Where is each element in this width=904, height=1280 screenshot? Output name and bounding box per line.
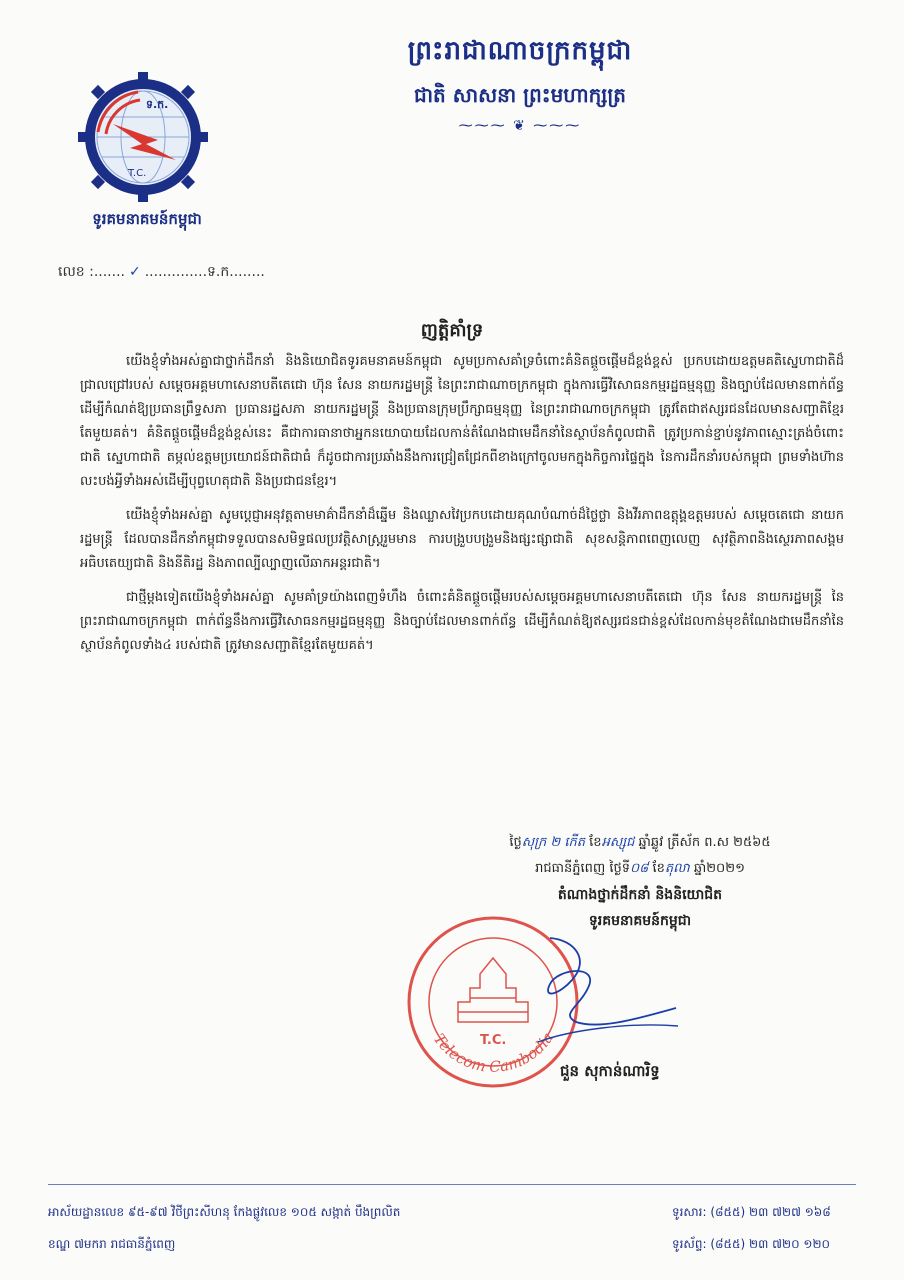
solar-date-prefix: រាជធានីភ្នំពេញ ថ្ងៃទី	[535, 861, 630, 876]
footer-contact	[672, 1196, 831, 1260]
org-name: ទូរគមនាគមន៍កម្ពុជា	[92, 210, 202, 228]
office-line-2: ទូរគមនាគមន៍កម្ពុជា	[588, 913, 692, 929]
solar-month-prefix: ខែ	[652, 861, 665, 876]
paragraph-2: យើងខ្ញុំទាំងអស់គ្នា សូមប្តេជ្ញាអនុវត្តតាមមាគ៌ាដឹកនាំដ៏ឆ្នើម និងឈ្លាសវៃប្រកបដោយគុណបំណាច់ដ៏ថ្លៃថ្លា និងវីរភាពឧត្តុង្គឧត្តមរបស់ សម្តេចតេជោ នាយករដ្ឋមន្ត្រី ដែលបានដឹកនាំកម្ពុជាទទួលបានសមិទ្ធផលប្រវត្តិសាស្ត្ររួមមាន ការបង្រួបបង្រួមនិងផ្សះផ្សាជាតិ សុខសន្តិភាពពេញលេញ សុវត្ថិភាពនិងស្ថេរភាពសង្គម អធិបតេយ្យជាតិ និងនីតិរដ្ឋ និងភាពល្បីល្បាញលើឆាកអន្តរជាតិ។	[80, 508, 844, 571]
letter-body	[80, 350, 844, 668]
ref-suffix: ..............ទ.ក........	[144, 264, 265, 280]
lunar-date-handwritten: សុក្រ ២ កើត	[521, 835, 586, 850]
paragraph-3: ជាថ្មីម្តងទៀតយើងខ្ញុំទាំងអស់គ្នា សូមគាំទ្រយ៉ាងពេញទំហឹង ចំពោះគំនិតផ្តួចផ្តើមរបស់សម្តេចអគ្គមហាសេនាបតីតេជោ ហ៊ុន សែន នាយករដ្ឋមន្ត្រី នៃព្រះរាជាណាចក្រកម្ពុជា ពាក់ព័ន្ធនឹងការធ្វើវិសោធនកម្មរដ្ឋធម្មនុញ្ញ និងច្បាប់ដែលមានពាក់ព័ន្ធ ដើម្បីកំណត់ឱ្យឥស្សរជនជាន់ខ្ពស់ដែលកាន់មុខតំណែងជាមេដឹកនាំនៃស្ថាប័នកំពូលទាំង៤ របស់ជាតិ ត្រូវមានសញ្ជាតិខ្មែរតែមួយគត់។	[80, 590, 844, 653]
footer-divider	[48, 1184, 856, 1185]
lunar-date-line	[430, 830, 850, 856]
telecom-cambodia-logo	[78, 72, 208, 202]
solar-month-handwritten: តុលា	[664, 861, 690, 876]
lunar-date-prefix: ថ្ងៃ	[509, 835, 522, 850]
ornament-divider: ⁓⁓⁓ ❦ ⁓⁓⁓	[458, 118, 582, 134]
reference-number	[58, 262, 265, 283]
logo-text-bottom: T.C.	[128, 168, 147, 179]
stamp-ring-text: Telecom Cambodia	[429, 1029, 558, 1076]
solar-date-line	[430, 856, 850, 882]
address-line-1: អាស័យដ្ឋានលេខ ៩៥-៩៧ វិថីព្រះសីហនុ កែងផ្លូវលេខ ១០៥ សង្កាត់ បឹងព្រលិត	[48, 1205, 401, 1219]
document-title: ញត្តិគាំទ្រ	[420, 320, 484, 341]
national-motto: ជាតិ សាសនា ព្រះមហាក្សត្រ	[414, 83, 626, 107]
lunar-month-handwritten: អស្សុជ	[601, 835, 635, 850]
signer-name: ជួន សុកាន់ណារិទ្ធ	[560, 1062, 660, 1080]
stamp-center-text: T.C.	[480, 1033, 507, 1048]
phone-number: ទូរស័ព្ទ: (៨៥៥) ២៣ ៧២០ ១២០	[672, 1237, 831, 1251]
kingdom-title: ព្រះរាជាណាចក្រកម្ពុជា	[407, 36, 633, 66]
logo-text-top: ទ.ក.	[146, 98, 169, 111]
ref-check: ✓	[128, 264, 141, 280]
paragraph-1: យើងខ្ញុំទាំងអស់គ្នាជាថ្នាក់ដឹកនាំ និងនិយោជិតទូរគមនាគមន៍កម្ពុជា សូមប្រកាសគាំទ្រចំពោះគំនិតផ្តួចផ្តើមដ៏ខ្ពង់ខ្ពស់ ប្រកបដោយឧត្តមគតិស្នេហាជាតិដ៏ជ្រាលជ្រៅរបស់ សម្តេចអគ្គមហាសេនាបតីតេជោ ហ៊ុន សែន នាយករដ្ឋមន្ត្រី នៃព្រះរាជាណាចក្រកម្ពុជា ក្នុងការធ្វើវិសោធនកម្មរដ្ឋធម្មនុញ្ញ និងច្បាប់ដែលមានពាក់ព័ន្ធ ដើម្បីកំណត់ឱ្យប្រធានព្រឹទ្ធសភា ប្រធានរដ្ឋសភា នាយករដ្ឋមន្ត្រី និងប្រធានក្រុមប្រឹក្សាធម្មនុញ្ញ នៃព្រះរាជាណាចក្រកម្ពុជា ត្រូវតែជាឥស្សរជនដែលមានសញ្ជាតិខ្មែរតែមួយគត់។ គំនិតផ្តួចផ្តើមដ៏ខ្ពង់ខ្ពស់នេះ គឺជាការធានាថាអ្នកនយោបាយដែលកាន់តំណែងជាមេដឹកនាំនៃស្ថាប័នកំពូលជាតិ ត្រូវប្រកាន់ខ្ជាប់នូវភាពស្មោះត្រង់ចំពោះជាតិ ស្នេហាជាតិ តម្កល់ឧត្តមប្រយោជន៍ជាតិជាធំ ក៏ដូចជាការប្រឆាំងនឹងការជ្រៀតជ្រែកពីខាងក្រៅចូលមកក្នុងកិច្ចការផ្ទៃក្នុង នៃការដឹកនាំរបស់កម្ពុជា ព្រមទាំងហ៊ានលះបង់អ្វីទាំងអស់ដើម្បីបុព្វហេតុជាតិ និងប្រជាជនខ្មែរ។	[80, 354, 844, 489]
lunar-month-prefix: ខែ	[589, 835, 602, 850]
ref-prefix: លេខ :.......	[58, 264, 125, 280]
handwritten-signature	[480, 930, 680, 1050]
solar-day-handwritten: ០៨	[629, 861, 649, 876]
office-line-1: តំណាងថ្នាក់ដឹកនាំ និងនិយោជិត	[557, 887, 723, 903]
footer-address	[48, 1196, 400, 1260]
kingdom-header	[300, 34, 740, 134]
lunar-date-suffix: ឆ្នាំឆ្លូវ ត្រីស័ក ព.ស ២៥៦៥	[638, 835, 771, 850]
address-line-2: ខណ្ឌ ៧មករា រាជធានីភ្នំពេញ	[48, 1237, 176, 1251]
fax-number: ទូរសារ: (៨៥៥) ២៣ ៧២៧ ១៦៨	[672, 1205, 831, 1219]
solar-year: ឆ្នាំ២០២១	[693, 861, 745, 876]
